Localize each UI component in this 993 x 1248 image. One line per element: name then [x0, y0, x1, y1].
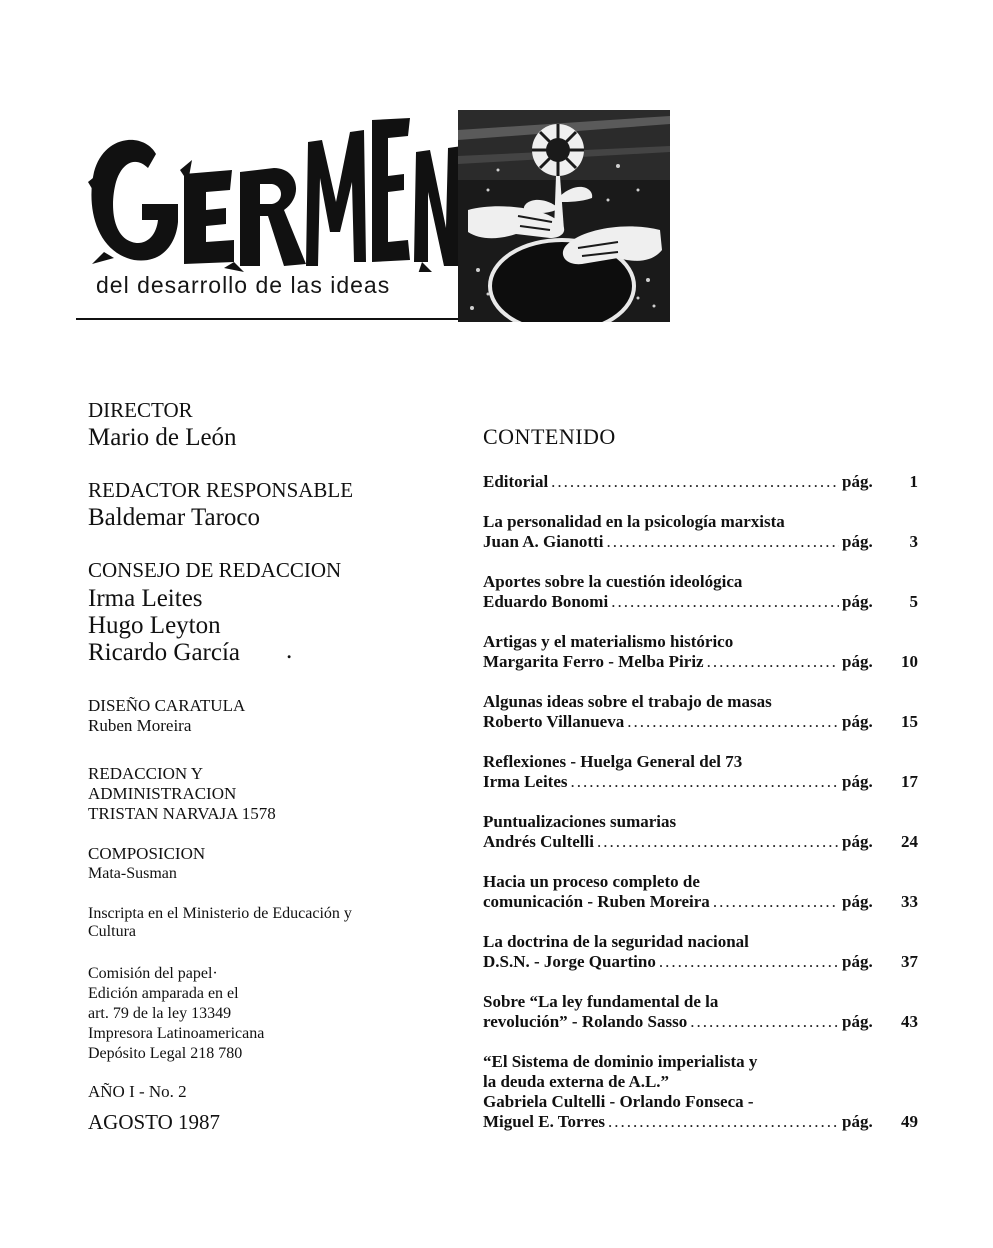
page-number: 10: [901, 652, 918, 671]
redactor-name: Baldemar Taroco: [88, 504, 261, 531]
entry-title-line: Artigas y el materialismo histórico: [483, 632, 734, 651]
consejo-member: Ricardo García: [88, 639, 241, 666]
germen-logo: [84, 112, 464, 272]
dot-leader: [608, 1112, 839, 1132]
dot-leader: [627, 712, 839, 732]
diseno-name: Ruben Moreira: [88, 716, 192, 735]
masthead: [0, 0, 993, 330]
page-label: pág.: [842, 472, 873, 491]
dot-leader: [690, 1012, 839, 1032]
dot-leader: [551, 472, 839, 492]
dot-leader: [659, 952, 839, 972]
contents-entry: [483, 572, 918, 612]
entry-title-line: “El Sistema de dominio imperialista y: [483, 1052, 758, 1071]
contents-entry: [483, 872, 918, 912]
tagline: del desarrollo de las ideas: [96, 272, 391, 298]
page-label: pág.: [842, 712, 873, 731]
page-number: 43: [901, 1012, 918, 1031]
director-label: DIRECTOR: [88, 398, 193, 422]
issue-number: AÑO I - No. 2: [88, 1082, 187, 1101]
entry-author-line: Margarita Ferro - Melba Piriz: [483, 652, 704, 671]
legal-line: art. 79 de la ley 13349: [88, 1005, 232, 1022]
page-label: pág.: [842, 772, 873, 791]
page-label: pág.: [842, 532, 873, 551]
contents-entry: [483, 812, 918, 852]
entry-title-line: La personalidad en la psicología marxista: [483, 512, 785, 531]
entry-title-line: Algunas ideas sobre el trabajo de masas: [483, 692, 772, 711]
issue-date: AGOSTO 1987: [88, 1110, 221, 1134]
contents-entry: [483, 692, 918, 732]
page-label: pág.: [842, 1012, 873, 1031]
page-number: 17: [901, 772, 918, 791]
entry-author-line: Roberto Villanueva: [483, 712, 625, 731]
entry-title-line: Puntualizaciones sumarias: [483, 812, 677, 831]
entry-title-line: la deuda externa de A.L.”: [483, 1072, 670, 1091]
page-number: 5: [909, 592, 918, 611]
legal-line: Impresora Latinoamericana: [88, 1025, 265, 1042]
contents-entry: [483, 752, 918, 792]
contents-entry: [483, 992, 918, 1032]
germen-logo-artwork: [84, 112, 464, 272]
entry-author-line: D.S.N. - Jorge Quartino: [483, 952, 656, 971]
entry-title-line: Aportes sobre la cuestión ideológica: [483, 572, 743, 591]
redaccion-line: REDACCION Y: [88, 764, 204, 783]
page-number: 1: [909, 472, 918, 491]
director-name: Mario de León: [88, 424, 237, 451]
redaccion-address: TRISTAN NARVAJA 1578: [88, 804, 276, 823]
consejo-mark: .: [286, 637, 293, 664]
entry-author-line: comunicación - Ruben Moreira: [483, 892, 710, 911]
entry-author-line: Editorial: [483, 472, 549, 491]
page-number: 24: [901, 832, 918, 851]
legal-line: Depósito Legal 218 780: [88, 1045, 243, 1062]
legal-line: Edición amparada en el: [88, 985, 239, 1002]
page-label: pág.: [842, 832, 873, 851]
consejo-member: Hugo Leyton: [88, 612, 221, 639]
contents-entry: [483, 472, 918, 492]
page-number: 33: [901, 892, 918, 911]
flower-hands-artwork: [458, 110, 670, 322]
entry-title-line: Gabriela Cultelli - Orlando Fonseca -: [483, 1092, 754, 1111]
contents-entry: [483, 1052, 918, 1132]
contents-entry: [483, 512, 918, 552]
entry-author-line: Irma Leites: [483, 772, 568, 791]
entry-author-line: Eduardo Bonomi: [483, 592, 609, 611]
entry-author-line: revolución” - Rolando Sasso: [483, 1012, 688, 1031]
page-number: 37: [901, 952, 918, 971]
entry-title-line: La doctrina de la seguridad nacional: [483, 932, 749, 951]
entry-title-line: Sobre “La ley fundamental de la: [483, 992, 719, 1011]
page-label: pág.: [842, 1112, 873, 1131]
page-label: pág.: [842, 892, 873, 911]
composicion-label: COMPOSICION: [88, 844, 206, 863]
page-label: pág.: [842, 952, 873, 971]
hands-holding-flower-illustration: [458, 110, 670, 322]
masthead-rule: [76, 318, 468, 320]
contents-entry: [483, 932, 918, 972]
page-number: 49: [901, 1112, 918, 1131]
contents-title: CONTENIDO: [483, 424, 616, 449]
redaccion-line: ADMINISTRACION: [88, 784, 237, 803]
diseno-label: DISEÑO CARATULA: [88, 696, 246, 715]
page-number: 3: [909, 532, 918, 551]
redactor-label: REDACTOR RESPONSABLE: [88, 478, 354, 502]
dot-leader: [597, 832, 839, 852]
dot-leader: [707, 652, 839, 672]
inscripta-line: Inscripta en el Ministerio de Educación y: [88, 905, 352, 922]
consejo-member: Irma Leites: [88, 585, 203, 612]
inscripta-line: Cultura: [88, 923, 136, 940]
dot-leader: [611, 592, 839, 612]
entry-title-line: Hacia un proceso completo de: [483, 872, 700, 891]
page-label: pág.: [842, 592, 873, 611]
dot-leader: [606, 532, 839, 552]
page-label: pág.: [842, 652, 873, 671]
entry-author-line: Juan A. Gianotti: [483, 532, 604, 551]
consejo-label: CONSEJO DE REDACCION: [88, 558, 342, 582]
legal-line: Comisión del papel·: [88, 965, 218, 982]
page-number: 15: [901, 712, 918, 731]
contents-entry: [483, 632, 918, 672]
entry-author-line: Andrés Cultelli: [483, 832, 594, 851]
entry-author-line: Miguel E. Torres: [483, 1112, 605, 1131]
dot-leader: [571, 772, 839, 792]
dot-leader: [713, 892, 839, 912]
composicion-name: Mata-Susman: [88, 865, 177, 882]
entry-title-line: Reflexiones - Huelga General del 73: [483, 752, 743, 771]
